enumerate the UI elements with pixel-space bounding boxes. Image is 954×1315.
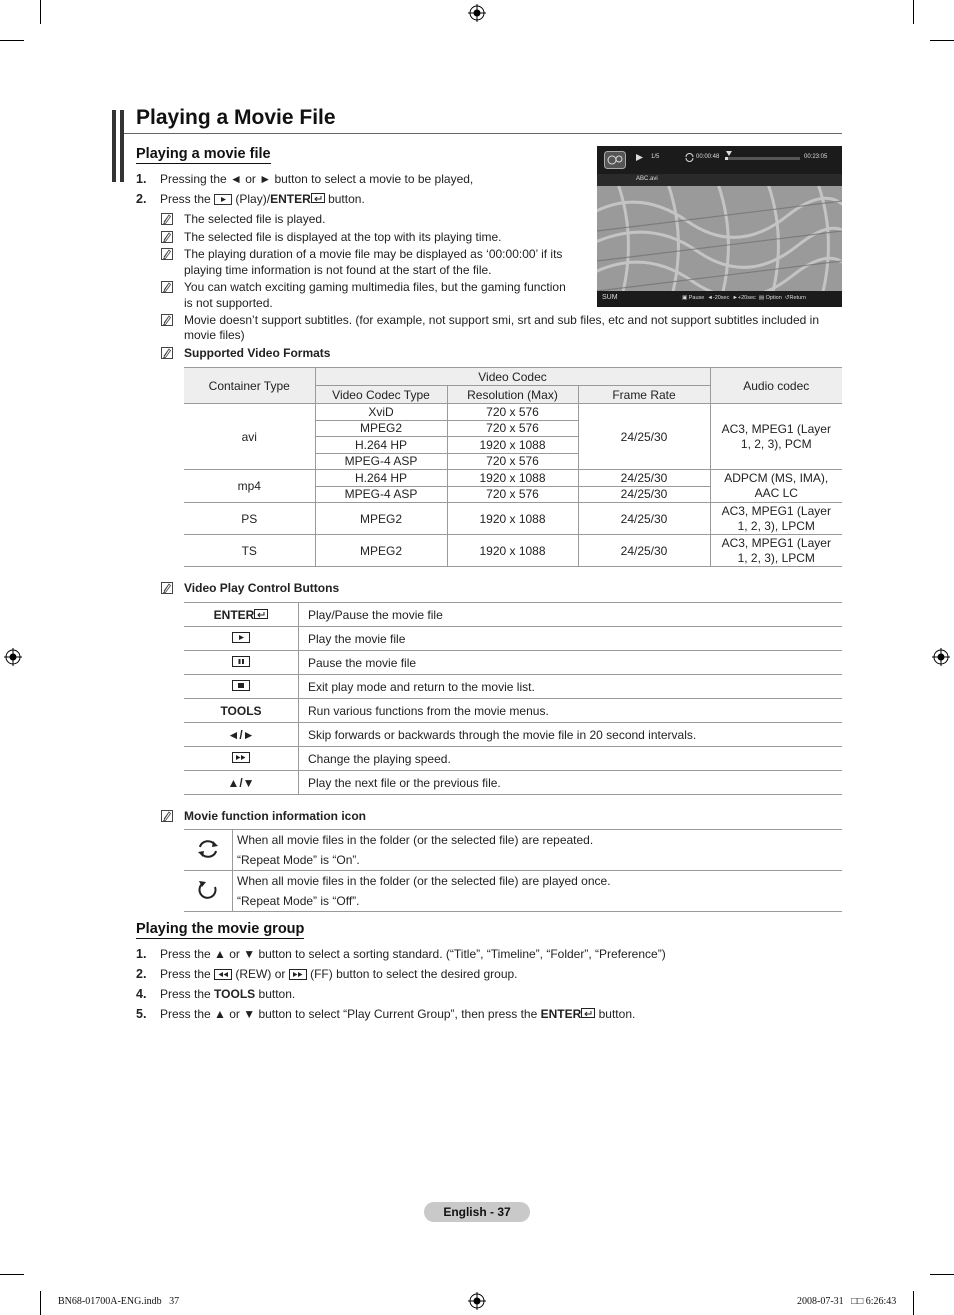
fast-forward-key-icon — [289, 969, 307, 980]
registration-mark-icon — [932, 648, 950, 666]
note-text: is not supported. — [184, 296, 273, 310]
note-text: You can watch exciting gaming multimedia files, but the gaming function — [184, 280, 566, 294]
page-title: Playing a Movie File — [136, 106, 336, 129]
control-description: Change the playing speed. — [299, 747, 843, 771]
note-text: movie files) — [184, 328, 245, 342]
hint-plus20: +20sec — [737, 295, 756, 301]
player-bottom-bar — [597, 291, 842, 307]
frame-rate-cell: 24/25/30 — [578, 486, 710, 503]
resolution-cell: 720 x 576 — [447, 404, 578, 421]
note-text: Movie doesn’t support subtitles. (for example, not support smi, srt and sub files, etc and not support subtitles included in — [184, 313, 819, 327]
filename: ABC.avi — [636, 176, 658, 182]
supported-formats-table — [184, 367, 842, 567]
note-icon — [161, 347, 173, 359]
audio-line: AC3, MPEG1 (Layer — [721, 503, 831, 518]
note-text: playing time information is not found at the start of the file. — [184, 263, 492, 277]
control-description: Skip forwards or backwards through the movie file in 20 second intervals. — [299, 723, 843, 747]
step-post: button. — [598, 1007, 636, 1021]
audio-line: ADPCM (MS, IMA), — [724, 471, 829, 485]
group-step-4-text — [160, 986, 295, 1002]
codec-cell: MPEG2 — [315, 535, 447, 567]
stop-key-cell — [184, 675, 299, 699]
option-icon: ▤ — [758, 295, 765, 301]
repeat-off-icon — [196, 879, 220, 901]
step-number: 4. — [136, 987, 147, 1001]
info-description — [233, 830, 843, 871]
title-divider — [124, 133, 842, 134]
step-2-text — [160, 191, 365, 207]
control-buttons-table — [184, 602, 842, 795]
step-2-mid: (Play)/ — [235, 192, 271, 206]
resolution-cell: 1920 x 1088 — [447, 437, 578, 454]
hint-return: Return — [789, 295, 806, 301]
step-post: (FF) button to select the desired group. — [310, 967, 518, 981]
tools-key-label: TOOLS — [214, 987, 256, 1001]
resolution-cell: 720 x 576 — [447, 420, 578, 437]
resolution-cell: 1920 x 1088 — [447, 503, 578, 535]
time-elapsed: 00:00:48 — [696, 154, 720, 160]
step-2 — [136, 191, 146, 207]
control-description: Play/Pause the movie file — [299, 603, 843, 627]
skip-key-cell: ◄/► — [184, 723, 299, 747]
step-post: button. — [258, 987, 296, 1001]
note-text: The selected file is displayed at the top with its playing time. — [184, 230, 502, 244]
pause-key-icon — [232, 656, 250, 667]
group-step-1-text: Press the ▲ or ▼ button to select a sorting standard. (“Title”, “Timeline”, “Folder”, “Preference”) — [160, 947, 666, 961]
section-heading-movie-group: Playing the movie group — [136, 921, 305, 937]
repeat-on-cell — [184, 830, 233, 871]
frame-rate-cell: 24/25/30 — [578, 470, 710, 487]
audio-cell — [710, 535, 842, 567]
file-counter: 1/5 — [651, 154, 660, 160]
crop-mark — [40, 0, 41, 24]
step-1-text: Pressing the ◄ or ► button to select a movie to be played, — [160, 172, 474, 186]
resolution-cell: 1920 x 1088 — [447, 535, 578, 567]
table-row — [184, 651, 842, 675]
info-line: When all movie files in the folder (or the selected file) are played once. — [237, 874, 611, 888]
registration-mark-icon — [468, 4, 486, 22]
enter-key-label: ENTER — [540, 1007, 582, 1021]
control-description: Play the movie file — [299, 627, 843, 651]
hint-pause: Pause — [688, 295, 705, 301]
control-description: Run various functions from the movie menus. — [299, 699, 843, 723]
table-row — [184, 723, 842, 747]
rewind-icon: ◄ — [707, 295, 713, 301]
note-icon — [161, 231, 173, 243]
step-2-pre: Press the — [160, 192, 211, 206]
note-icon — [161, 213, 173, 225]
rewind-key-icon — [214, 969, 232, 980]
container-cell: PS — [184, 503, 315, 535]
progress-marker-icon — [726, 151, 732, 156]
return-icon: ↺ — [784, 295, 790, 301]
enter-icon — [581, 1008, 595, 1018]
header-resolution: Resolution (Max) — [447, 386, 578, 404]
table-row — [184, 771, 842, 795]
control-description: Exit play mode and return to the movie list. — [299, 675, 843, 699]
table-row — [184, 747, 842, 771]
play-key-cell — [184, 627, 299, 651]
filename-bar — [597, 174, 842, 186]
play-key-icon — [232, 632, 250, 643]
info-description — [233, 871, 843, 912]
table-row — [184, 627, 842, 651]
group-step-2-text — [160, 966, 518, 982]
crop-mark — [913, 1291, 914, 1315]
footer-file: BN68-01700A-ENG.indb 37 — [58, 1296, 180, 1307]
codec-cell: H.264 HP — [315, 437, 447, 454]
table-row — [184, 404, 842, 421]
audio-line: AC3, MPEG1 (Layer — [721, 535, 831, 550]
note-icon — [161, 314, 173, 326]
play-key-icon — [214, 194, 232, 205]
table-row — [184, 535, 842, 567]
resolution-cell: 1920 x 1088 — [447, 470, 578, 487]
pause-icon: ▣ — [682, 295, 688, 301]
note-icon — [161, 248, 173, 260]
player-top-bar — [597, 146, 842, 174]
note-text: The playing duration of a movie file may be displayed as ‘00:00:00’ if its — [184, 247, 563, 261]
table-row — [184, 603, 842, 627]
crop-mark — [0, 1274, 24, 1275]
header-container-type: Container Type — [184, 368, 315, 404]
fast-forward-key-icon — [232, 752, 250, 763]
note-icon — [161, 582, 173, 594]
crop-mark — [0, 40, 24, 41]
mode-label: SUM — [602, 294, 618, 301]
info-line: “Repeat Mode” is “Off”. — [237, 894, 360, 908]
supported-formats-heading: Supported Video Formats — [184, 346, 331, 360]
info-icons-heading: Movie function information icon — [184, 809, 366, 823]
title-accent-bar — [120, 110, 124, 182]
registration-mark-icon — [468, 1292, 486, 1310]
codec-cell: MPEG-4 ASP — [315, 453, 447, 470]
crop-mark — [40, 1291, 41, 1315]
player-hint-items — [682, 295, 806, 301]
audio-line: AC3, MPEG1 (Layer — [721, 421, 831, 436]
pause-key-cell — [184, 651, 299, 675]
controls-heading: Video Play Control Buttons — [184, 581, 340, 595]
forward-icon: ► — [732, 295, 738, 301]
ff-key-cell — [184, 747, 299, 771]
info-line: When all movie files in the folder (or the selected file) are repeated. — [237, 833, 594, 847]
table-row — [184, 675, 842, 699]
step-number: 1. — [136, 172, 147, 186]
table-row — [184, 871, 842, 912]
codec-cell: MPEG2 — [315, 420, 447, 437]
step-mid: (REW) or — [235, 967, 286, 981]
table-row — [184, 699, 842, 723]
footer-date: 2008-07-31 □□ 6:26:43 — [797, 1296, 897, 1307]
audio-line: AAC LC — [754, 486, 798, 500]
registration-mark-icon — [4, 648, 22, 666]
hint-minus20: -20sec — [712, 295, 730, 301]
crop-mark — [930, 40, 954, 41]
codec-cell: H.264 HP — [315, 470, 447, 487]
enter-key-cell — [184, 603, 299, 627]
audio-cell — [710, 503, 842, 535]
info-icons-table — [184, 829, 842, 912]
hint-option: Option — [765, 295, 782, 301]
table-row — [184, 830, 842, 871]
note-text: The selected file is played. — [184, 212, 326, 226]
crop-mark — [930, 1274, 954, 1275]
codec-cell: MPEG-4 ASP — [315, 486, 447, 503]
header-codec-type: Video Codec Type — [315, 386, 447, 404]
container-cell: mp4 — [184, 470, 315, 503]
step-2-post: button. — [328, 192, 365, 206]
frame-rate-cell: 24/25/30 — [578, 404, 710, 470]
container-cell: TS — [184, 535, 315, 567]
step-1 — [136, 171, 146, 187]
info-line: “Repeat Mode” is “On”. — [237, 853, 360, 867]
crop-mark — [913, 0, 914, 24]
title-accent-bar — [112, 110, 116, 182]
step-pre: Press the — [160, 987, 211, 1001]
repeat-icon — [685, 153, 694, 162]
movie-icon — [604, 151, 626, 169]
note-icon — [161, 281, 173, 293]
audio-cell — [710, 404, 842, 470]
movie-player-screenshot — [597, 146, 842, 307]
step-number: 1. — [136, 947, 147, 961]
audio-line: 1, 2, 3), PCM — [740, 436, 812, 451]
frame-rate-cell: 24/25/30 — [578, 535, 710, 567]
repeat-on-icon — [196, 838, 220, 860]
container-cell: avi — [184, 404, 315, 470]
time-total: 00:23:05 — [804, 154, 828, 160]
table-row — [184, 470, 842, 487]
enter-key-label: ENTER — [213, 607, 255, 622]
step-pre: Press the — [160, 967, 211, 981]
play-status-icon — [636, 154, 643, 161]
header-frame-rate: Frame Rate — [578, 386, 710, 404]
group-step-5-text — [160, 1006, 635, 1022]
resolution-cell: 720 x 576 — [447, 453, 578, 470]
codec-cell: XviD — [315, 404, 447, 421]
note-icon — [161, 810, 173, 822]
header-video-codec: Video Codec — [315, 368, 710, 386]
step-number: 2. — [136, 192, 147, 206]
control-description: Play the next file or the previous file. — [299, 771, 843, 795]
stop-key-icon — [232, 680, 250, 691]
codec-cell: MPEG2 — [315, 503, 447, 535]
header-audio-codec: Audio codec — [710, 368, 842, 404]
audio-cell — [710, 470, 842, 503]
enter-key-label: ENTER — [270, 192, 311, 206]
table-row — [184, 503, 842, 535]
enter-icon — [311, 193, 325, 203]
audio-line: 1, 2, 3), LPCM — [737, 550, 815, 565]
enter-icon — [254, 609, 268, 619]
frame-rate-cell: 24/25/30 — [578, 503, 710, 535]
updown-key-cell: ▲/▼ — [184, 771, 299, 795]
progress-track — [725, 157, 800, 160]
resolution-cell: 720 x 576 — [447, 486, 578, 503]
step-number: 5. — [136, 1007, 147, 1021]
section-heading-playing-movie-file: Playing a movie file — [136, 146, 271, 162]
step-pre: Press the ▲ or ▼ button to select “Play Current Group”, then press the — [160, 1007, 538, 1021]
audio-line: 1, 2, 3), LPCM — [737, 518, 815, 533]
tools-key-cell: TOOLS — [184, 699, 299, 723]
page-number-badge: English - 37 — [424, 1202, 530, 1222]
control-description: Pause the movie file — [299, 651, 843, 675]
progress-fill — [725, 157, 728, 160]
movie-frame-image — [597, 186, 842, 291]
step-number: 2. — [136, 967, 147, 981]
repeat-off-cell — [184, 871, 233, 912]
